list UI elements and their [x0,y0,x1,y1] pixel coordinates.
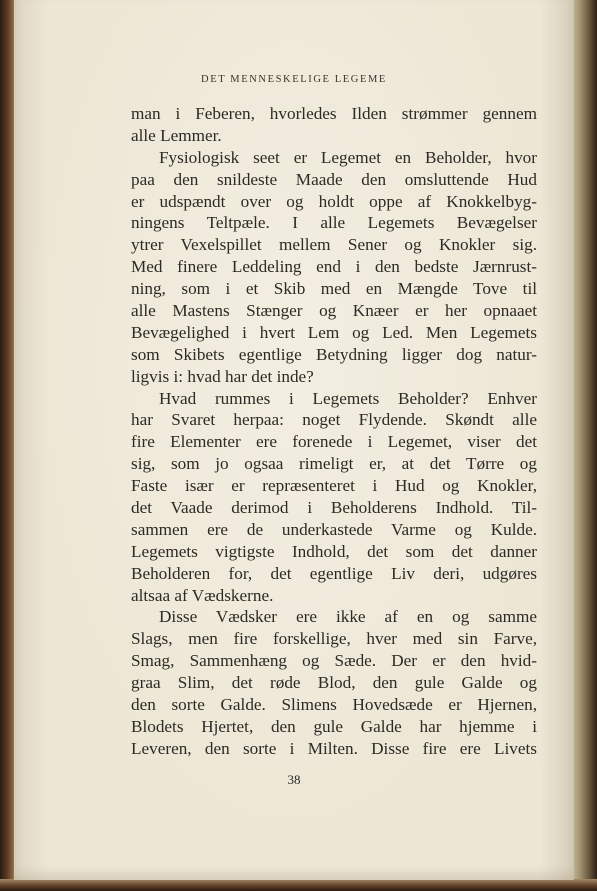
book-page [14,0,574,880]
text-line: fire Elementer ere forenede i Legemet, viser det [131,432,537,452]
text-line: alle Lemmer. [131,125,222,145]
text-line: Leveren, den sorte i Milten. Disse fire ere Livets [131,738,537,758]
text-line: ligvis i: hvad har det inde? [131,366,314,386]
text-line: Blodets Hjertet, den gule Galde har hjemme i [131,716,537,736]
text-line: Fysiologisk seet er Legemet en Beholder, hvor [159,147,537,167]
text-line: Smag, Sammenhæng og Sæde. Der er den hvid- [131,651,537,671]
running-head: DET MENNESKELIGE LEGEME [201,74,387,85]
text-line: Disse Vædsker ere ikke af en og samme [159,607,537,627]
text-line: Legemets vigtigste Indhold, det som det danner [131,541,537,561]
text-line: altsaa af Vædskerne. [131,585,274,605]
text-line: er udspændt over og holdt oppe af Knokkelbyg- [131,191,537,211]
text-line: alle Mastens Stænger og Knæer er her opnaaet [131,301,537,321]
text-line: paa den snildeste Maade den omsluttende Hud [131,169,537,189]
book-bottom-edge [0,879,597,891]
text-line: Faste især er repræsenteret i Hud og Knokler, [131,476,537,496]
body-text [131,103,537,760]
text-line: det Vaade derimod i Beholderens Indhold. Til- [131,498,537,518]
text-line: Slags, men fire forskellige, hver med sin Farve, [131,629,537,649]
text-line: sammen ere de underkastede Varme og Kulde. [131,519,537,539]
text-line: den sorte Galde. Slimens Hovedsæde er Hjernen, [131,695,537,715]
text-line: som Skibets egentlige Betydning ligger dog natur- [131,344,537,364]
text-line: Bevægelighed i hvert Lem og Led. Men Legemets [131,322,537,342]
text-line: sig, som jo ogsaa rimeligt er, at det Tørre og [131,454,537,474]
text-line: Hvad rummes i Legemets Beholder? Enhver [159,388,537,408]
text-line: ning, som i et Skib med en Mængde Tove til [131,279,537,299]
page-number: 38 [287,772,301,787]
text-line: ningens Teltpæle. I alle Legemets Bevægelser [131,213,537,233]
text-line: graa Slim, det røde Blod, den gule Galde og [131,673,537,693]
text-line: har Svaret herpaa: noget Flydende. Skøndt alle [131,410,537,430]
text-line: Med finere Leddeling end i den bedste Jærnrust- [131,257,537,277]
text-line: Beholderen for, det egentlige Liv deri, udgøres [131,563,537,583]
text-line: man i Feberen, hvorledes Ilden strømmer gennem [131,104,537,123]
text-line: ytrer Vexelspillet mellem Sener og Knokler sig. [131,235,537,255]
